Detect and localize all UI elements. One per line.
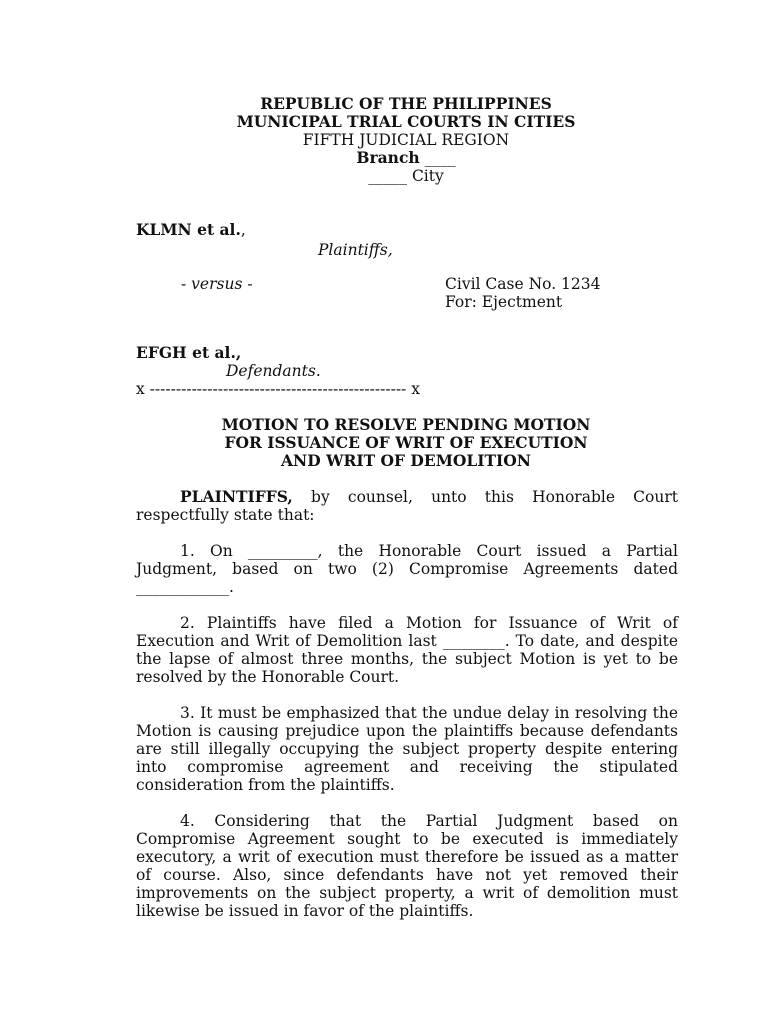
defendant-role: Defendants. [226,362,321,380]
plaintiff-comma: , [240,221,246,239]
case-number: Civil Case No. 1234 [445,275,601,293]
motion-title-line-3: AND WRIT OF DEMOLITION [281,451,531,470]
branch-blank: ____ [419,149,456,167]
versus-line [181,275,253,293]
paragraph-4-text: 4. Considering that the Partial Judgment based on Compromise Agreement sought to be executed is immediately executory, a writ of execution must therefore be issued as a matter of course. Also, since defendants have not yet removed their improvements on the subject property, a writ of demolition must likewise be issued in favor of the plaintiffs. [136,812,678,920]
defendant-name: EFGH et al., [136,343,242,362]
paragraph-3 [136,704,678,794]
motion-title-line-1: MOTION TO RESOLVE PENDING MOTION [221,415,591,434]
caption-separator: x ------------------------------------------------- x [136,380,420,398]
paragraph-4 [136,812,678,920]
plaintiff-line [136,221,246,239]
versus-dash-left: - [181,275,192,293]
paragraph-1-text: 1. On _________, the Honorable Court issued a Partial Judgment, based on two (2) Compromise Agreements dated ____________. [136,542,678,596]
paragraph-3-text: 3. It must be emphasized that the undue delay in resolving the Motion is causing prejudice upon the plaintiffs because defendants are still illegally occupying the subject property despite entering into compromise agreement and receiving the stipulated consideration from the plaintiffs. [136,704,678,794]
intro-text: by counsel, unto this Honorable Court respectfully state that: [136,488,678,524]
intro-lead: PLAINTIFFS, [180,487,293,506]
versus-dash-right: - [242,275,253,293]
plaintiff-role: Plaintiffs, [318,241,393,259]
branch-line [0,149,768,167]
versus-word: versus [191,275,243,293]
city-label: City [411,167,444,185]
city-line [0,167,768,185]
intro-paragraph [136,488,678,524]
plaintiff-name: KLMN et al. [136,220,241,239]
paragraph-1 [136,542,678,596]
paragraph-2 [136,614,678,686]
republic-heading: REPUBLIC OF THE PHILIPPINES [260,94,552,113]
court-heading: MUNICIPAL TRIAL COURTS IN CITIES [236,112,576,131]
city-blank: _____ [368,167,412,185]
region-heading: FIFTH JUDICIAL REGION [302,131,510,149]
motion-title-line-2: FOR ISSUANCE OF WRIT OF EXECUTION [224,433,588,452]
case-nature: For: Ejectment [445,293,563,311]
branch-label: Branch [356,148,420,167]
paragraph-2-text: 2. Plaintiffs have filed a Motion for Issuance of Writ of Execution and Writ of Demolition last ________. To date, and despite the lapse of almost three months, the subject Motion is yet to be resolved by the Honorable Court. [136,614,678,686]
